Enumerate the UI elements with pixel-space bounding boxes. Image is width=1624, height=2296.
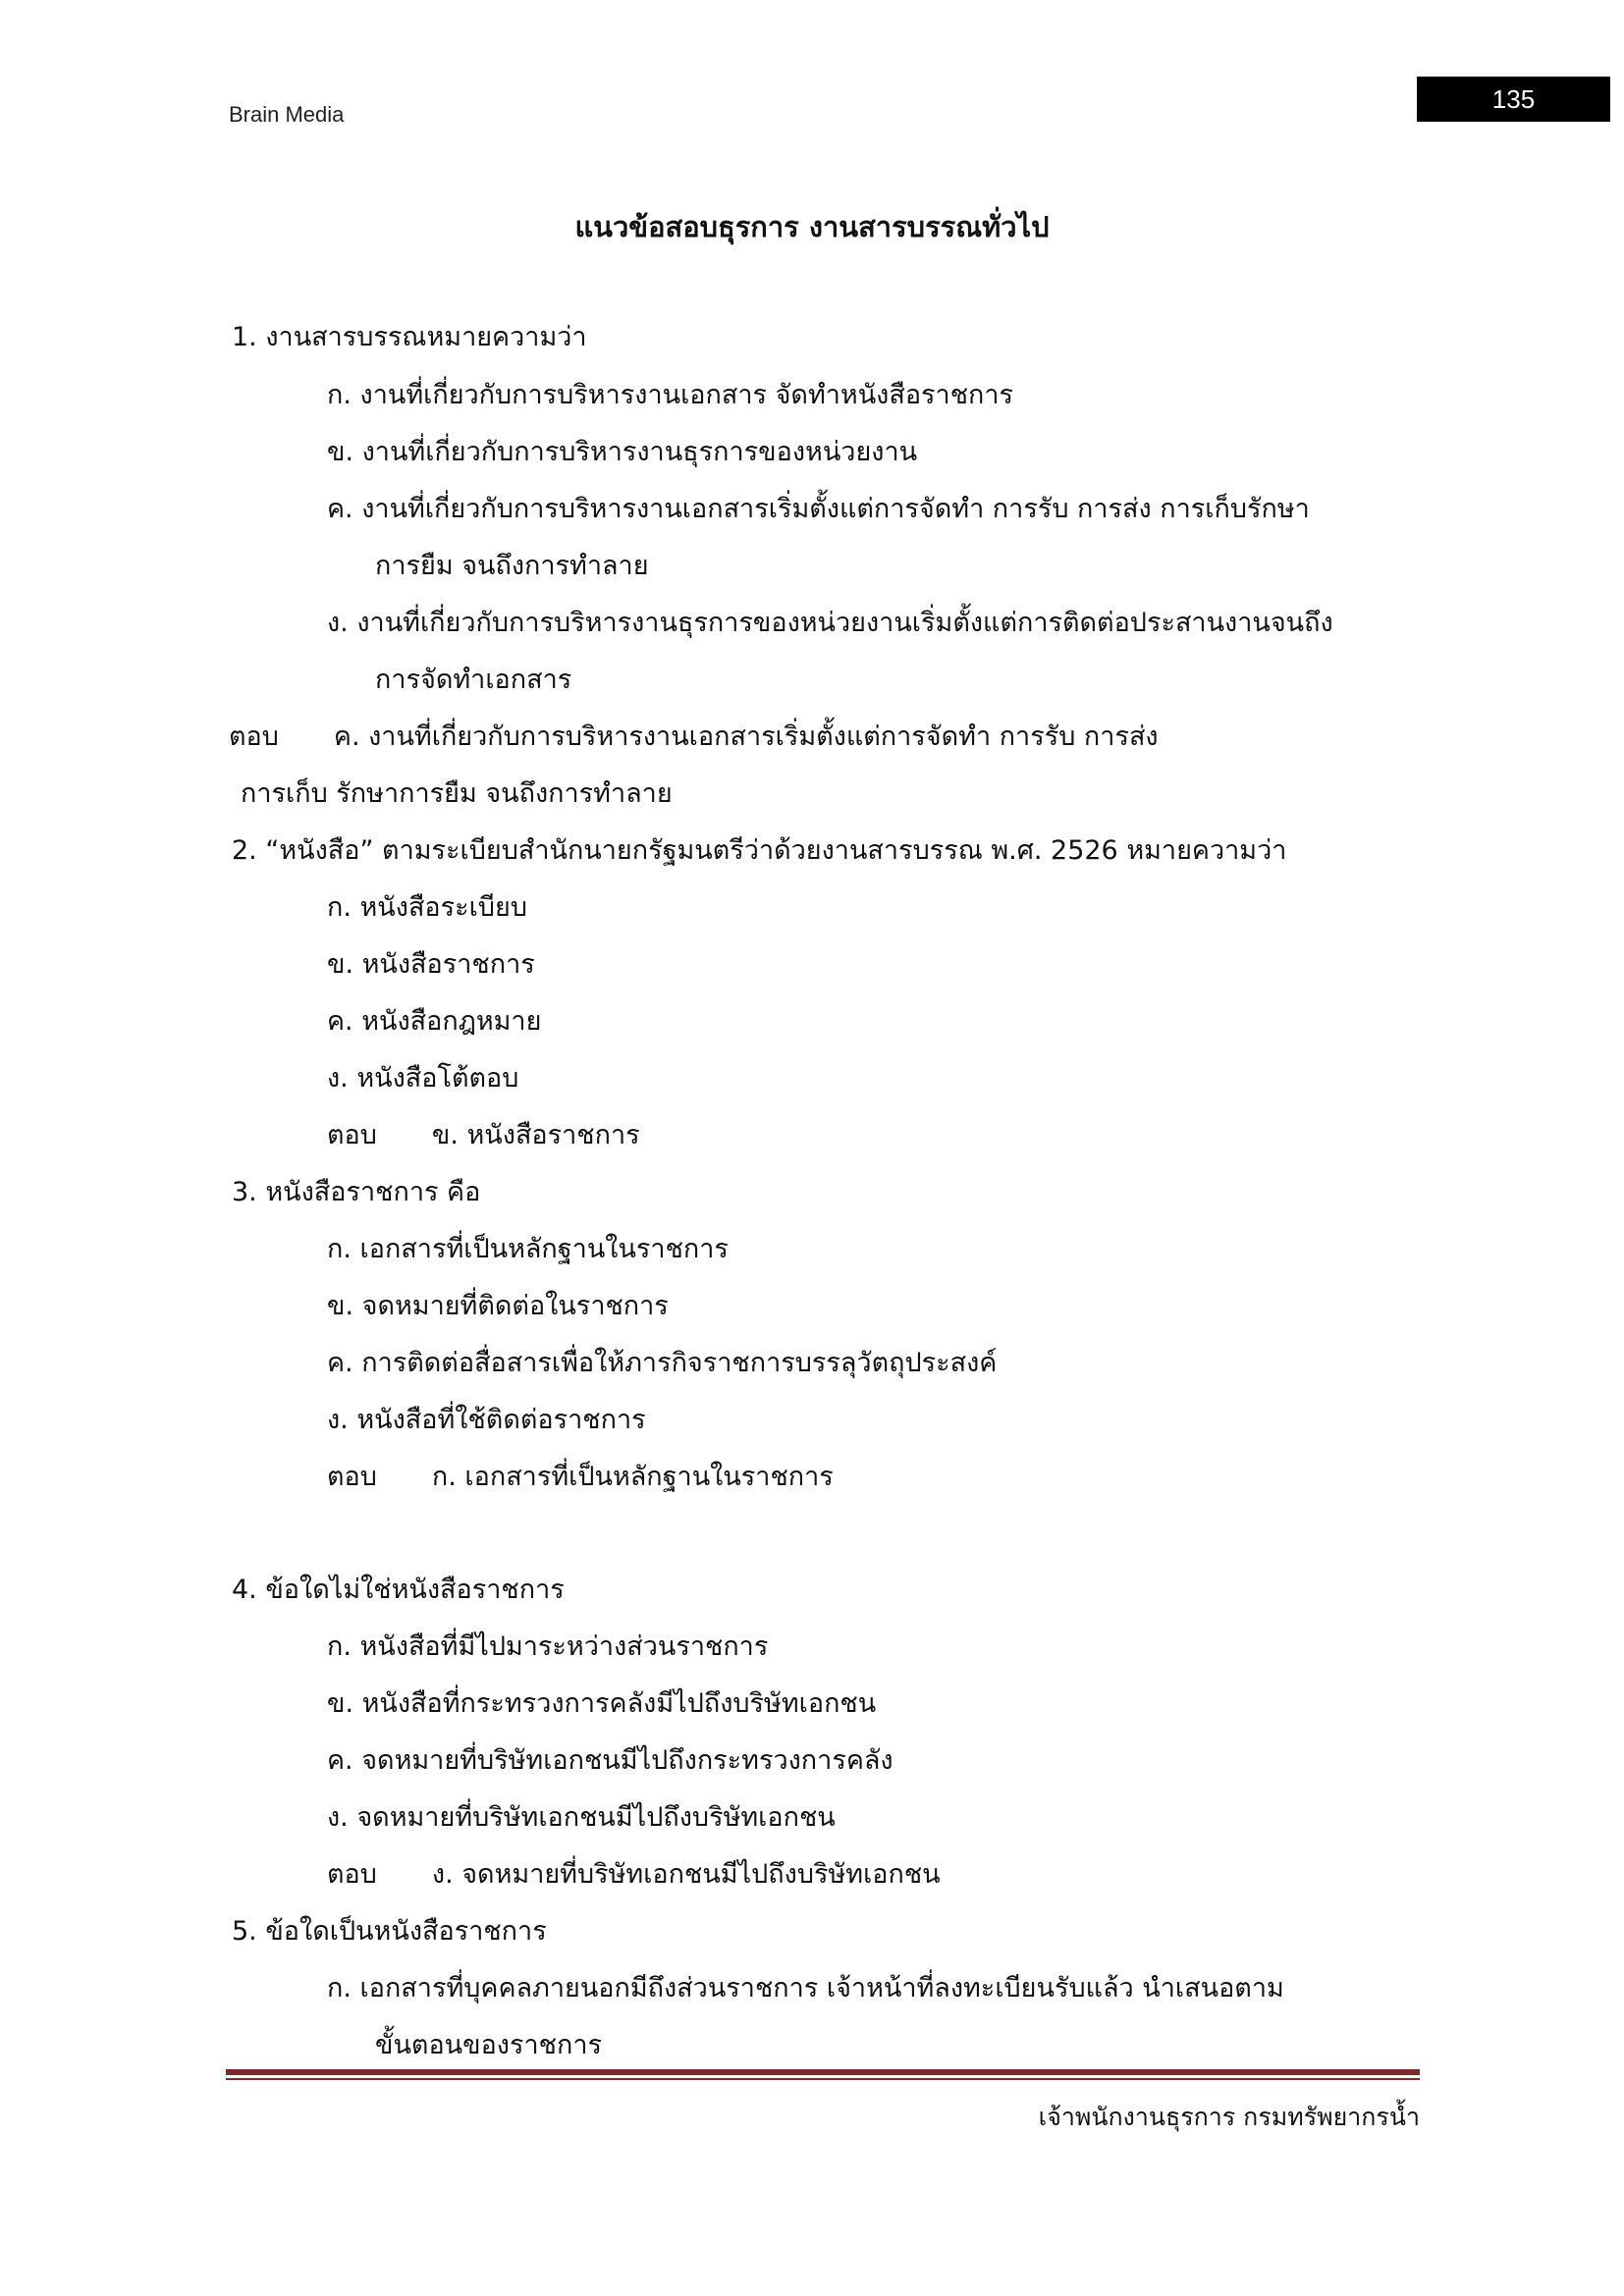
question-5: 5. ข้อใดเป็นหนังสือราชการ [232, 1916, 547, 1947]
q1-option-d-cont: การจัดทำเอกสาร [375, 665, 572, 695]
q3-answer-text: ก. เอกสารที่เป็นหลักฐานในราชการ [431, 1462, 834, 1492]
footer-rule-thick [226, 2069, 1420, 2075]
q1-answer-text: ค. งานที่เกี่ยวกับการบริหารงานเอกสารเริ่มตั้งแต่การจัดทำ การรับ การส่ง [333, 721, 1159, 752]
q4-option-a: ก. หนังสือที่มีไปมาระหว่างส่วนราชการ [327, 1631, 769, 1662]
q4-option-d: ง. จดหมายที่บริษัทเอกชนมีไปถึงบริษัทเอกชน [327, 1802, 836, 1833]
q1-option-c-cont: การยืม จนถึงการทำลาย [375, 551, 649, 581]
q4-option-c: ค. จดหมายที่บริษัทเอกชนมีไปถึงกระทรวงการคลัง [327, 1745, 893, 1776]
q2-option-b: ข. หนังสือราชการ [327, 949, 535, 980]
page-number: 135 [1417, 77, 1610, 122]
q4-option-b: ข. หนังสือที่กระทรวงการคลังมีไปถึงบริษัทเอกชน [327, 1688, 877, 1719]
question-2: 2. “หนังสือ” ตามระเบียบสำนักนายกรัฐมนตรีว่าด้วยงานสารบรรณ พ.ศ. 2526 หมายความว่า [232, 835, 1287, 866]
q2-option-a: ก. หนังสือระเบียบ [327, 892, 527, 923]
q1-option-a: ก. งานที่เกี่ยวกับการบริหารงานเอกสาร จัดทำหนังสือราชการ [327, 380, 1014, 410]
answer-tag: ตอบ [229, 721, 279, 752]
q3-option-a: ก. เอกสารที่เป็นหลักฐานในราชการ [327, 1234, 729, 1264]
page-title: แนวข้อสอบธุรการ งานสารบรรณทั่วไป [574, 210, 1050, 243]
q4-answer-text: ง. จดหมายที่บริษัทเอกชนมีไปถึงบริษัทเอกชน [431, 1859, 941, 1890]
q2-option-d: ง. หนังสือโต้ตอบ [327, 1063, 519, 1094]
answer-tag: ตอบ [327, 1859, 377, 1890]
question-1: 1. งานสารบรรณหมายความว่า [232, 322, 587, 352]
q5-option-a: ก. เอกสารที่บุคคลภายนอกมีถึงส่วนราชการ เจ้าหน้าที่ลงทะเบียนรับแล้ว นำเสนอตาม [327, 1973, 1284, 2003]
q2-option-c: ค. หนังสือกฎหมาย [327, 1006, 542, 1037]
q1-answer-cont: การเก็บ รักษาการยืม จนถึงการทำลาย [241, 778, 673, 809]
q3-option-c: ค. การติดต่อสื่อสารเพื่อให้ภารกิจราชการบรรลุวัตถุประสงค์ [327, 1348, 998, 1378]
q3-answer [327, 1458, 834, 1497]
footer-rule-thin [226, 2078, 1420, 2080]
question-3: 3. หนังสือราชการ คือ [232, 1177, 481, 1207]
q3-option-b: ข. จดหมายที่ติดต่อในราชการ [327, 1291, 669, 1321]
answer-tag: ตอบ [327, 1462, 377, 1492]
q1-option-b: ข. งานที่เกี่ยวกับการบริหารงานธุรการของหน่วยงาน [327, 437, 918, 467]
q1-option-d: ง. งานที่เกี่ยวกับการบริหารงานธุรการของหน่วยงานเริ่มตั้งแต่การติดต่อประสานงานจนถึง [327, 608, 1333, 638]
q1-answer [229, 718, 1159, 757]
question-4: 4. ข้อใดไม่ใช่หนังสือราชการ [232, 1575, 565, 1605]
q3-option-d: ง. หนังสือที่ใช้ติดต่อราชการ [327, 1405, 646, 1435]
publisher-label: Brain Media [229, 102, 345, 127]
answer-tag: ตอบ [327, 1120, 377, 1150]
q2-answer [327, 1116, 640, 1155]
q4-answer [327, 1855, 941, 1895]
q5-option-a-cont: ขั้นตอนของราชการ [375, 2030, 602, 2060]
q1-option-c: ค. งานที่เกี่ยวกับการบริหารงานเอกสารเริ่มตั้งแต่การจัดทำ การรับ การส่ง การเก็บรักษา [327, 494, 1310, 524]
q2-answer-text: ข. หนังสือราชการ [431, 1120, 640, 1150]
footer-text: เจ้าพนักงานธุรการ กรมทรัพยากรน้ำ [1038, 2103, 1420, 2131]
